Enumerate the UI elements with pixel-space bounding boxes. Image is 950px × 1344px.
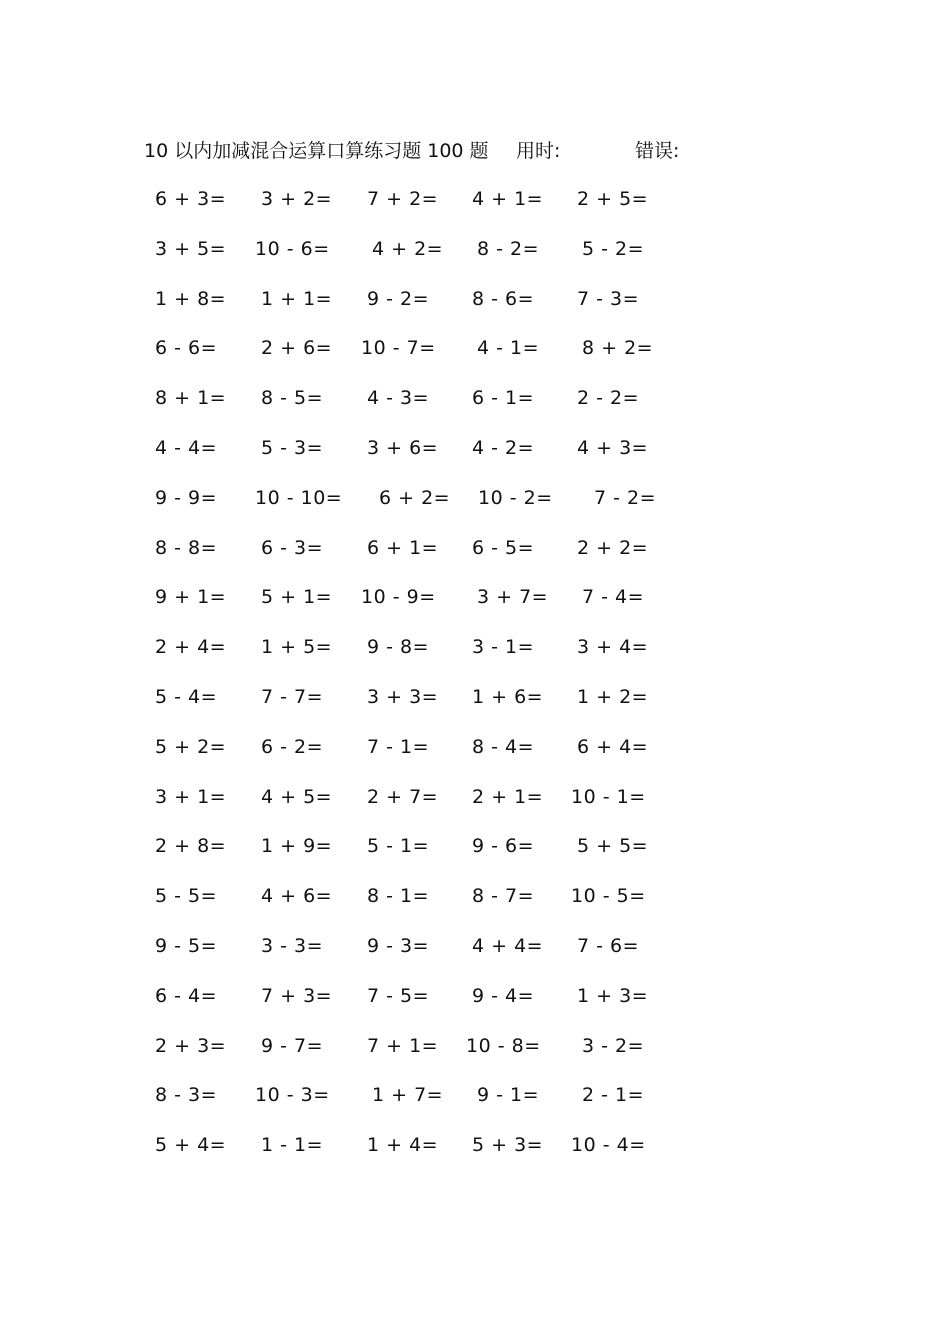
- problem-10-3: 9 - 8=: [367, 636, 430, 659]
- problem-15-4: 8 - 7=: [472, 885, 535, 908]
- problem-13-4: 2 + 1=: [472, 785, 544, 808]
- problem-19-4: 9 - 1=: [477, 1084, 540, 1107]
- problem-19-1: 8 - 3=: [155, 1084, 218, 1107]
- problem-4-4: 4 - 1=: [477, 337, 540, 360]
- problem-1-5: 2 + 5=: [577, 188, 649, 210]
- problem-16-3: 9 - 3=: [367, 935, 430, 957]
- problem-16-4: 4 + 4=: [472, 935, 544, 957]
- problem-19-3: 1 + 7=: [372, 1084, 444, 1107]
- problem-5-2: 8 - 5=: [261, 387, 324, 410]
- problem-17-3: 7 - 5=: [367, 984, 430, 1007]
- problem-4-2: 2 + 6=: [261, 337, 333, 360]
- problem-15-1: 5 - 5=: [155, 885, 218, 908]
- problem-9-4: 3 + 7=: [477, 586, 549, 609]
- problem-1-2: 3 + 2=: [261, 188, 333, 210]
- problem-1-1: 6 + 3=: [155, 188, 227, 210]
- problem-18-2: 9 - 7=: [261, 1034, 324, 1057]
- time-label: 用时:: [516, 140, 561, 162]
- problem-11-3: 3 + 3=: [367, 686, 439, 708]
- problem-15-3: 8 - 1=: [367, 885, 430, 908]
- problem-9-3: 10 - 9=: [361, 586, 436, 609]
- problem-5-4: 6 - 1=: [472, 387, 535, 410]
- problem-16-1: 9 - 5=: [155, 935, 218, 957]
- problem-7-3: 6 + 2=: [379, 486, 451, 509]
- problem-17-5: 1 + 3=: [577, 984, 649, 1007]
- problem-17-2: 7 + 3=: [261, 984, 333, 1007]
- problem-3-1: 1 + 8=: [155, 287, 227, 310]
- problem-8-3: 6 + 1=: [367, 536, 439, 559]
- problem-2-5: 5 - 2=: [582, 237, 645, 260]
- problem-4-3: 10 - 7=: [361, 337, 436, 360]
- problem-14-2: 1 + 9=: [261, 835, 333, 858]
- problem-8-4: 6 - 5=: [472, 536, 535, 559]
- problem-1-3: 7 + 2=: [367, 188, 439, 210]
- problem-11-2: 7 - 7=: [261, 686, 324, 708]
- problem-7-4: 10 - 2=: [478, 486, 553, 509]
- problem-3-2: 1 + 1=: [261, 287, 333, 310]
- problem-5-5: 2 - 2=: [577, 387, 640, 410]
- problem-10-2: 1 + 5=: [261, 636, 333, 659]
- problem-6-2: 5 - 3=: [261, 437, 324, 459]
- problem-13-3: 2 + 7=: [367, 785, 439, 808]
- problem-6-3: 3 + 6=: [367, 437, 439, 459]
- problem-13-2: 4 + 5=: [261, 785, 333, 808]
- problem-14-1: 2 + 8=: [155, 835, 227, 858]
- problem-4-1: 6 - 6=: [155, 337, 218, 360]
- worksheet-title: 10 以内加减混合运算口算练习题 100 题: [144, 140, 489, 162]
- problem-2-4: 8 - 2=: [477, 237, 540, 260]
- problem-8-2: 6 - 3=: [261, 536, 324, 559]
- problem-13-1: 3 + 1=: [155, 785, 227, 808]
- problem-11-4: 1 + 6=: [472, 686, 544, 708]
- problem-14-5: 5 + 5=: [577, 835, 649, 858]
- problem-8-1: 8 - 8=: [155, 536, 218, 559]
- problem-7-5: 7 - 2=: [594, 486, 657, 509]
- problem-16-5: 7 - 6=: [577, 935, 640, 957]
- problem-5-1: 8 + 1=: [155, 387, 227, 410]
- problem-15-2: 4 + 6=: [261, 885, 333, 908]
- problem-11-1: 5 - 4=: [155, 686, 218, 708]
- problem-18-1: 2 + 3=: [155, 1034, 227, 1057]
- problem-3-3: 9 - 2=: [367, 287, 430, 310]
- problem-12-5: 6 + 4=: [577, 735, 649, 758]
- problem-14-4: 9 - 6=: [472, 835, 535, 858]
- problem-20-5: 10 - 4=: [571, 1134, 646, 1157]
- problem-17-4: 9 - 4=: [472, 984, 535, 1007]
- problem-12-4: 8 - 4=: [472, 735, 535, 758]
- problem-7-2: 10 - 10=: [255, 486, 343, 509]
- problem-19-5: 2 - 1=: [582, 1084, 645, 1107]
- problem-2-3: 4 + 2=: [372, 237, 444, 260]
- problem-3-4: 8 - 6=: [472, 287, 535, 310]
- problem-8-5: 2 + 2=: [577, 536, 649, 559]
- problem-9-1: 9 + 1=: [155, 586, 227, 609]
- problem-9-5: 7 - 4=: [582, 586, 645, 609]
- problem-18-5: 3 - 2=: [582, 1034, 645, 1057]
- problem-10-5: 3 + 4=: [577, 636, 649, 659]
- problem-13-5: 10 - 1=: [571, 785, 646, 808]
- problem-12-2: 6 - 2=: [261, 735, 324, 758]
- problem-2-1: 3 + 5=: [155, 237, 227, 260]
- problem-20-4: 5 + 3=: [472, 1134, 544, 1157]
- problem-17-1: 6 - 4=: [155, 984, 218, 1007]
- problem-9-2: 5 + 1=: [261, 586, 333, 609]
- problem-18-3: 7 + 1=: [367, 1034, 439, 1057]
- problem-12-1: 5 + 2=: [155, 735, 227, 758]
- problem-19-2: 10 - 3=: [255, 1084, 330, 1107]
- problem-5-3: 4 - 3=: [367, 387, 430, 410]
- problem-12-3: 7 - 1=: [367, 735, 430, 758]
- problem-18-4: 10 - 8=: [466, 1034, 541, 1057]
- problem-6-4: 4 - 2=: [472, 437, 535, 459]
- problem-20-2: 1 - 1=: [261, 1134, 324, 1157]
- problem-2-2: 10 - 6=: [255, 237, 330, 260]
- problem-1-4: 4 + 1=: [472, 188, 544, 210]
- problem-3-5: 7 - 3=: [577, 287, 640, 310]
- problem-7-1: 9 - 9=: [155, 486, 218, 509]
- problem-6-5: 4 + 3=: [577, 437, 649, 459]
- problem-4-5: 8 + 2=: [582, 337, 654, 360]
- problem-20-1: 5 + 4=: [155, 1134, 227, 1157]
- problem-16-2: 3 - 3=: [261, 935, 324, 957]
- problem-10-1: 2 + 4=: [155, 636, 227, 659]
- problem-14-3: 5 - 1=: [367, 835, 430, 858]
- problem-11-5: 1 + 2=: [577, 686, 649, 708]
- problem-6-1: 4 - 4=: [155, 437, 218, 459]
- problem-10-4: 3 - 1=: [472, 636, 535, 659]
- problem-15-5: 10 - 5=: [571, 885, 646, 908]
- errors-label: 错误:: [635, 140, 680, 162]
- problem-20-3: 1 + 4=: [367, 1134, 439, 1157]
